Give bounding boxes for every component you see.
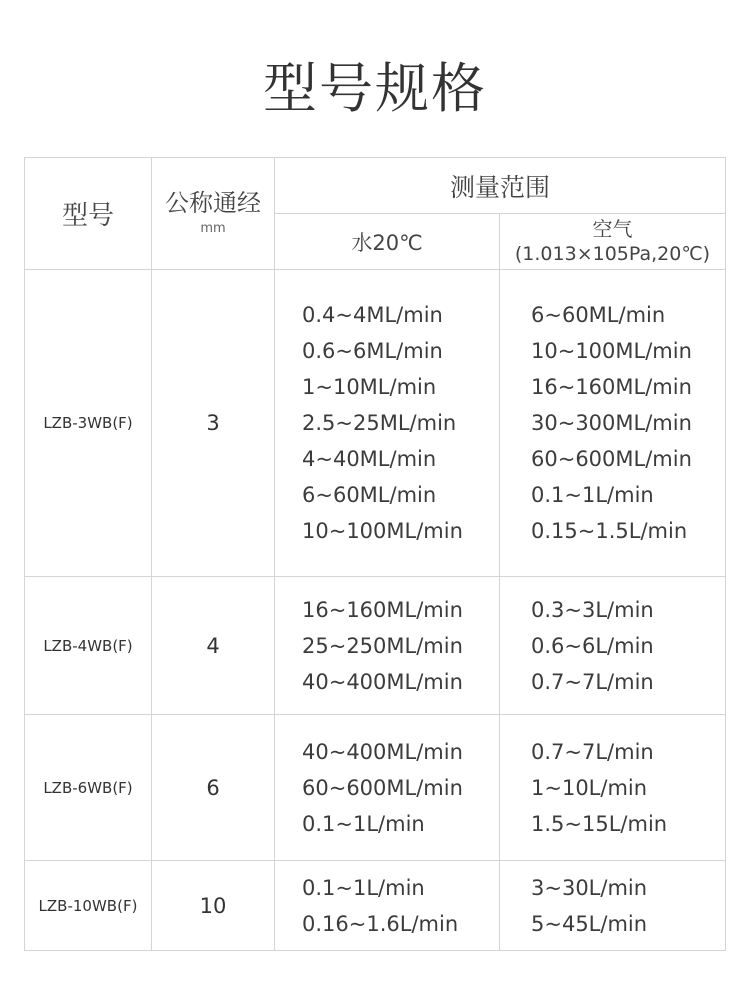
air-range-item: 1~10L/min [531,775,648,800]
water-range-item: 1~10ML/min [302,375,437,399]
air-range-item: 16~160ML/min [531,375,692,399]
header-model: 型号 [25,158,152,270]
air-range-cell [500,715,726,861]
air-range-item: 0.7~7L/min [531,669,654,694]
water-range-item: 25~250ML/min [302,633,463,658]
air-range-item: 60~600ML/min [531,447,692,471]
header-water: 水20℃ [275,214,500,270]
page-title: 型号规格 [263,57,487,120]
water-range-item: 0.16~1.6L/min [302,911,459,936]
header-range: 测量范围 [275,158,726,214]
header-air [500,214,726,270]
bore-cell: 6 [152,715,275,861]
air-range-item: 6~60ML/min [531,303,666,327]
water-range-cell [275,577,500,715]
water-range-cell [275,270,500,577]
air-range-item: 1.5~15L/min [531,811,668,836]
water-range-item: 0.1~1L/min [302,875,425,900]
water-range-cell [275,861,500,951]
water-range-item: 40~400ML/min [302,669,463,694]
table-row [25,861,726,951]
air-range-cell [500,577,726,715]
table-row [25,715,726,861]
air-range-cell [500,861,726,951]
table-row [25,270,726,577]
header-air-condition: (1.013×105Pa,20℃) [514,242,711,265]
model-cell: LZB-4WB(F) [25,577,152,715]
air-range-item: 0.7~7L/min [531,739,654,764]
model-cell: LZB-3WB(F) [25,270,152,577]
water-range-cell [275,715,500,861]
air-range-item: 0.6~6L/min [531,633,654,658]
header-bore-label: 公称通经 [165,188,261,217]
air-range-item: 5~45L/min [531,911,648,936]
water-range-item: 0.6~6ML/min [302,339,443,363]
header-bore [152,158,275,270]
air-range-item: 30~300ML/min [531,411,692,435]
bore-cell: 3 [152,270,275,577]
water-range-item: 60~600ML/min [302,775,463,800]
bore-cell: 4 [152,577,275,715]
water-range-item: 16~160ML/min [302,597,463,622]
water-range-item: 2.5~25ML/min [302,411,457,435]
model-cell: LZB-6WB(F) [25,715,152,861]
water-range-item: 6~60ML/min [302,483,437,507]
water-range-item: 40~400ML/min [302,739,463,764]
air-range-item: 3~30L/min [531,875,648,900]
air-range-item: 0.3~3L/min [531,597,654,622]
water-range-item: 0.4~4ML/min [302,303,443,327]
spec-table [24,157,726,951]
air-range-item: 10~100ML/min [531,339,692,363]
bore-cell: 10 [152,861,275,951]
header-air-label: 空气 [592,216,633,241]
air-range-item: 0.1~1L/min [531,483,654,507]
water-range-item: 10~100ML/min [302,519,463,543]
water-range-item: 4~40ML/min [302,447,437,471]
water-range-item: 0.1~1L/min [302,811,425,836]
model-cell: LZB-10WB(F) [25,861,152,951]
header-bore-unit: mm [200,220,226,236]
table-row [25,577,726,715]
air-range-cell [500,270,726,577]
air-range-item: 0.15~1.5L/min [531,519,688,543]
header-row-1 [25,158,726,214]
